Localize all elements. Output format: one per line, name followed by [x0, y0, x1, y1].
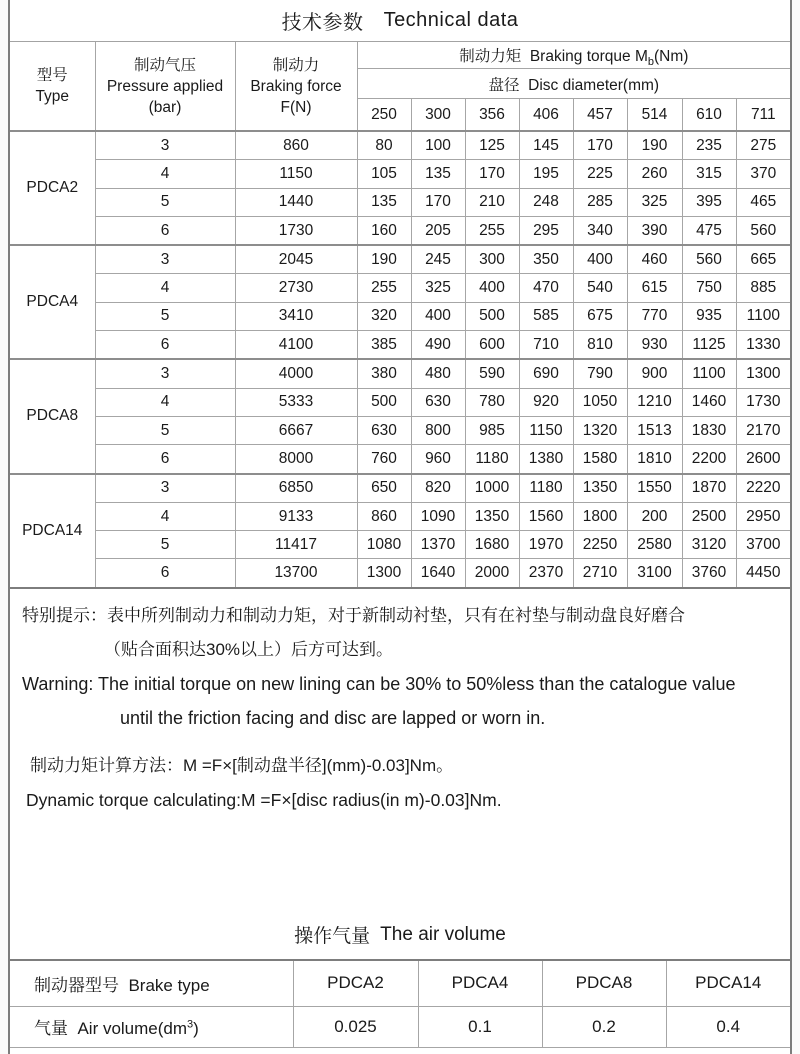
air-volume-value-row	[10, 1006, 790, 1047]
torque-cell: 1380	[519, 445, 573, 474]
torque-cell: 790	[573, 359, 627, 388]
force-header-en: Braking force	[250, 77, 342, 95]
torque-cell: 1870	[682, 474, 736, 503]
pressure-cell: 5	[95, 416, 235, 444]
pressure-header-unit: (bar)	[148, 98, 182, 116]
braking-force-cell: 4100	[235, 331, 357, 360]
torque-cell: 190	[357, 245, 411, 274]
torque-cell: 1050	[573, 388, 627, 416]
pressure-cell: 5	[95, 302, 235, 330]
torque-cell: 1550	[627, 474, 682, 503]
braking-force-cell: 9133	[235, 502, 357, 530]
torque-cell: 1210	[627, 388, 682, 416]
torque-cell: 235	[682, 131, 736, 160]
torque-cell: 380	[357, 359, 411, 388]
torque-cell: 2250	[573, 531, 627, 559]
torque-cell: 145	[519, 131, 573, 160]
pressure-header-en: Pressure applied	[106, 77, 224, 95]
disc-diameter-header-en: Disc diameter(mm)	[528, 76, 660, 94]
pressure-header-zh: 制动气压	[133, 56, 196, 74]
torque-table-row	[10, 302, 790, 330]
torque-cell: 1800	[573, 502, 627, 530]
torque-cell: 650	[357, 474, 411, 503]
torque-cell: 135	[411, 160, 465, 188]
page-title	[10, 0, 790, 42]
notes-section	[10, 589, 790, 911]
torque-cell: 210	[465, 188, 519, 216]
torque-cell: 225	[573, 160, 627, 188]
torque-table-row	[10, 445, 790, 474]
torque-cell: 325	[411, 274, 465, 302]
torque-cell: 190	[627, 131, 682, 160]
pressure-cell: 5	[95, 531, 235, 559]
torque-cell: 1970	[519, 531, 573, 559]
pressure-cell: 3	[95, 474, 235, 503]
type-header-en: Type	[35, 88, 70, 105]
torque-header-en: Braking torque M	[529, 48, 648, 65]
torque-cell: 285	[573, 188, 627, 216]
torque-cell: 370	[736, 160, 790, 188]
braking-force-cell: 1440	[235, 188, 357, 216]
torque-cell: 400	[465, 274, 519, 302]
header-row-1	[10, 42, 790, 69]
torque-table-row	[10, 188, 790, 216]
torque-cell: 1080	[357, 531, 411, 559]
torque-cell: 630	[357, 416, 411, 444]
disc-diameter-cell: 457	[573, 99, 627, 132]
warning-en-line1: Warning: The initial torque on new lining can be 30% to 50%less than the catalogue value	[22, 673, 736, 694]
torque-cell: 255	[357, 274, 411, 302]
torque-cell: 500	[357, 388, 411, 416]
torque-table-row	[10, 388, 790, 416]
torque-table-row	[10, 160, 790, 188]
torque-cell: 900	[627, 359, 682, 388]
torque-header-unit: (Nm)	[653, 48, 689, 65]
torque-cell: 3100	[627, 559, 682, 588]
torque-cell: 340	[573, 216, 627, 245]
pressure-cell: 6	[95, 559, 235, 588]
air-volume-label-zh: 气量	[34, 1019, 68, 1039]
force-header-zh: 制动力	[272, 56, 320, 74]
torque-cell: 320	[357, 302, 411, 330]
braking-force-cell: 11417	[235, 531, 357, 559]
technical-data-table	[10, 42, 790, 589]
torque-cell: 170	[465, 160, 519, 188]
torque-cell: 1640	[411, 559, 465, 588]
torque-cell: 710	[519, 331, 573, 360]
torque-cell: 100	[411, 131, 465, 160]
torque-cell: 1460	[682, 388, 736, 416]
air-volume-table	[10, 959, 790, 1048]
braking-force-cell: 4000	[235, 359, 357, 388]
torque-cell: 3120	[682, 531, 736, 559]
torque-cell: 920	[519, 388, 573, 416]
pressure-cell: 6	[95, 216, 235, 245]
braking-force-cell: 1730	[235, 216, 357, 245]
torque-cell: 4450	[736, 559, 790, 588]
warning-zh-line2: （贴合面积达30%以上）后方可达到。	[104, 639, 394, 659]
torque-cell: 1370	[411, 531, 465, 559]
force-column-header	[235, 42, 357, 131]
braking-force-cell: 3410	[235, 302, 357, 330]
torque-cell: 1125	[682, 331, 736, 360]
torque-table-row	[10, 216, 790, 245]
torque-table-row	[10, 359, 790, 388]
torque-table-row	[10, 331, 790, 360]
braking-force-cell: 13700	[235, 559, 357, 588]
torque-cell: 400	[411, 302, 465, 330]
brake-type-label-en: Brake type	[128, 975, 210, 995]
torque-cell: 760	[357, 445, 411, 474]
disc-diameter-cell: 711	[736, 99, 790, 132]
torque-cell: 820	[411, 474, 465, 503]
torque-cell: 325	[627, 188, 682, 216]
torque-cell: 255	[465, 216, 519, 245]
torque-cell: 540	[573, 274, 627, 302]
torque-cell: 2000	[465, 559, 519, 588]
torque-cell: 1730	[736, 388, 790, 416]
torque-cell: 2710	[573, 559, 627, 588]
torque-cell: 780	[465, 388, 519, 416]
torque-table-row	[10, 531, 790, 559]
brake-type-cell: PDCA2	[10, 131, 95, 245]
torque-header-zh: 制动力矩	[459, 48, 522, 65]
braking-torque-header	[357, 42, 790, 69]
torque-cell: 470	[519, 274, 573, 302]
air-volume-type-cell: PDCA14	[666, 960, 790, 1007]
air-volume-title-en: The air volume	[380, 923, 506, 945]
air-volume-header-row	[10, 960, 790, 1007]
air-volume-title-zh: 操作气量	[294, 926, 371, 948]
torque-cell: 1680	[465, 531, 519, 559]
torque-cell: 885	[736, 274, 790, 302]
torque-cell: 400	[573, 245, 627, 274]
torque-cell: 195	[519, 160, 573, 188]
braking-force-cell: 5333	[235, 388, 357, 416]
torque-cell: 960	[411, 445, 465, 474]
brake-type-label-cell	[10, 960, 293, 1007]
torque-cell: 1560	[519, 502, 573, 530]
pressure-cell: 6	[95, 331, 235, 360]
torque-cell: 1350	[573, 474, 627, 503]
torque-cell: 125	[465, 131, 519, 160]
air-volume-value-cell: 0.2	[542, 1006, 666, 1047]
torque-cell: 315	[682, 160, 736, 188]
torque-cell: 1350	[465, 502, 519, 530]
air-volume-type-cell: PDCA8	[542, 960, 666, 1007]
warning-zh-line1: 特别提示：表中所列制动力和制动力矩，对于新制动衬垫，只有在衬垫与制动盘良好磨合	[22, 605, 685, 625]
air-volume-label-cell	[10, 1006, 293, 1047]
formula-en: Dynamic torque calculating:M =F×[disc radius(in m)-0.03]Nm.	[26, 789, 502, 810]
torque-cell: 600	[465, 331, 519, 360]
pressure-cell: 3	[95, 131, 235, 160]
torque-cell: 1150	[519, 416, 573, 444]
torque-cell: 105	[357, 160, 411, 188]
page-title-en: Technical data	[383, 9, 519, 31]
torque-cell: 205	[411, 216, 465, 245]
torque-cell: 590	[465, 359, 519, 388]
torque-table-row	[10, 416, 790, 444]
torque-cell: 350	[519, 245, 573, 274]
torque-cell: 2580	[627, 531, 682, 559]
torque-cell: 2370	[519, 559, 573, 588]
torque-cell: 800	[411, 416, 465, 444]
pressure-cell: 6	[95, 445, 235, 474]
torque-cell: 1300	[736, 359, 790, 388]
torque-cell: 385	[357, 331, 411, 360]
page-title-zh: 技术参数	[281, 12, 364, 34]
braking-force-cell: 8000	[235, 445, 357, 474]
torque-table-row	[10, 559, 790, 588]
torque-cell: 1513	[627, 416, 682, 444]
torque-cell: 3760	[682, 559, 736, 588]
torque-cell: 1100	[736, 302, 790, 330]
torque-cell: 985	[465, 416, 519, 444]
warning-en-line2: until the friction facing and disc are lapped or worn in.	[120, 707, 546, 728]
disc-diameter-header-zh: 盘径	[488, 76, 520, 94]
braking-force-cell: 860	[235, 131, 357, 160]
air-volume-value-cell: 0.1	[418, 1006, 542, 1047]
air-volume-label-en: Air volume(dm	[77, 1019, 188, 1039]
torque-cell: 860	[357, 502, 411, 530]
type-header-zh: 型号	[36, 67, 68, 84]
torque-cell: 930	[627, 331, 682, 360]
torque-cell: 480	[411, 359, 465, 388]
torque-cell: 560	[736, 216, 790, 245]
disc-diameter-cell: 250	[357, 99, 411, 132]
air-volume-label-close: )	[193, 1019, 199, 1039]
torque-table-row	[10, 245, 790, 274]
air-volume-value-cell: 0.025	[293, 1006, 418, 1047]
torque-cell: 770	[627, 302, 682, 330]
torque-cell: 1320	[573, 416, 627, 444]
torque-cell: 1090	[411, 502, 465, 530]
torque-cell: 80	[357, 131, 411, 160]
torque-cell: 935	[682, 302, 736, 330]
pressure-cell: 4	[95, 502, 235, 530]
torque-cell: 200	[627, 502, 682, 530]
torque-cell: 460	[627, 245, 682, 274]
torque-cell: 170	[411, 188, 465, 216]
torque-cell: 675	[573, 302, 627, 330]
torque-table-row	[10, 131, 790, 160]
torque-cell: 810	[573, 331, 627, 360]
torque-cell: 3700	[736, 531, 790, 559]
braking-force-cell: 2045	[235, 245, 357, 274]
torque-table-row	[10, 502, 790, 530]
pressure-column-header	[95, 42, 235, 131]
air-volume-type-cell: PDCA4	[418, 960, 542, 1007]
disc-diameter-header	[357, 69, 790, 99]
torque-cell: 295	[519, 216, 573, 245]
pressure-cell: 4	[95, 274, 235, 302]
torque-cell: 245	[411, 245, 465, 274]
torque-cell: 1180	[519, 474, 573, 503]
torque-table-row	[10, 274, 790, 302]
air-volume-label-sup: 3	[187, 1018, 194, 1031]
torque-cell: 490	[411, 331, 465, 360]
torque-cell: 1180	[465, 445, 519, 474]
torque-cell: 135	[357, 188, 411, 216]
pressure-cell: 3	[95, 359, 235, 388]
torque-cell: 630	[411, 388, 465, 416]
torque-cell: 1100	[682, 359, 736, 388]
page-frame	[8, 0, 792, 1054]
torque-cell: 1330	[736, 331, 790, 360]
pressure-cell: 5	[95, 188, 235, 216]
brake-type-cell: PDCA8	[10, 359, 95, 473]
air-volume-type-cell: PDCA2	[293, 960, 418, 1007]
torque-cell: 585	[519, 302, 573, 330]
torque-header-sub: b	[647, 56, 654, 69]
torque-cell: 690	[519, 359, 573, 388]
torque-cell: 260	[627, 160, 682, 188]
torque-cell: 1580	[573, 445, 627, 474]
torque-cell: 500	[465, 302, 519, 330]
torque-cell: 1830	[682, 416, 736, 444]
torque-cell: 2500	[682, 502, 736, 530]
air-volume-value-cell: 0.4	[666, 1006, 790, 1047]
torque-cell: 275	[736, 131, 790, 160]
torque-cell: 560	[682, 245, 736, 274]
torque-cell: 2200	[682, 445, 736, 474]
brake-type-label-zh: 制动器型号	[34, 975, 119, 995]
torque-cell: 300	[465, 245, 519, 274]
force-header-unit: F(N)	[280, 98, 312, 116]
torque-cell: 1000	[465, 474, 519, 503]
torque-cell: 2600	[736, 445, 790, 474]
torque-cell: 2170	[736, 416, 790, 444]
torque-table-row	[10, 474, 790, 503]
air-volume-title	[10, 911, 790, 959]
pressure-cell: 3	[95, 245, 235, 274]
disc-diameter-cell: 356	[465, 99, 519, 132]
type-column-header	[10, 42, 95, 131]
disc-diameter-cell: 514	[627, 99, 682, 132]
disc-diameter-cell: 610	[682, 99, 736, 132]
torque-cell: 750	[682, 274, 736, 302]
torque-cell: 390	[627, 216, 682, 245]
braking-force-cell: 2730	[235, 274, 357, 302]
torque-cell: 248	[519, 188, 573, 216]
disc-diameter-cell: 406	[519, 99, 573, 132]
brake-type-cell: PDCA14	[10, 474, 95, 588]
torque-cell: 170	[573, 131, 627, 160]
braking-force-cell: 1150	[235, 160, 357, 188]
torque-cell: 160	[357, 216, 411, 245]
torque-cell: 2950	[736, 502, 790, 530]
torque-cell: 615	[627, 274, 682, 302]
torque-cell: 1810	[627, 445, 682, 474]
torque-cell: 1300	[357, 559, 411, 588]
torque-cell: 395	[682, 188, 736, 216]
torque-cell: 665	[736, 245, 790, 274]
torque-cell: 475	[682, 216, 736, 245]
torque-cell: 465	[736, 188, 790, 216]
pressure-cell: 4	[95, 388, 235, 416]
braking-force-cell: 6850	[235, 474, 357, 503]
torque-cell: 2220	[736, 474, 790, 503]
brake-type-cell: PDCA4	[10, 245, 95, 359]
formula-zh: 制动力矩计算方法：M =F×[制动盘半径](mm)-0.03]Nm。	[30, 755, 454, 775]
pressure-cell: 4	[95, 160, 235, 188]
braking-force-cell: 6667	[235, 416, 357, 444]
disc-diameter-cell: 300	[411, 99, 465, 132]
